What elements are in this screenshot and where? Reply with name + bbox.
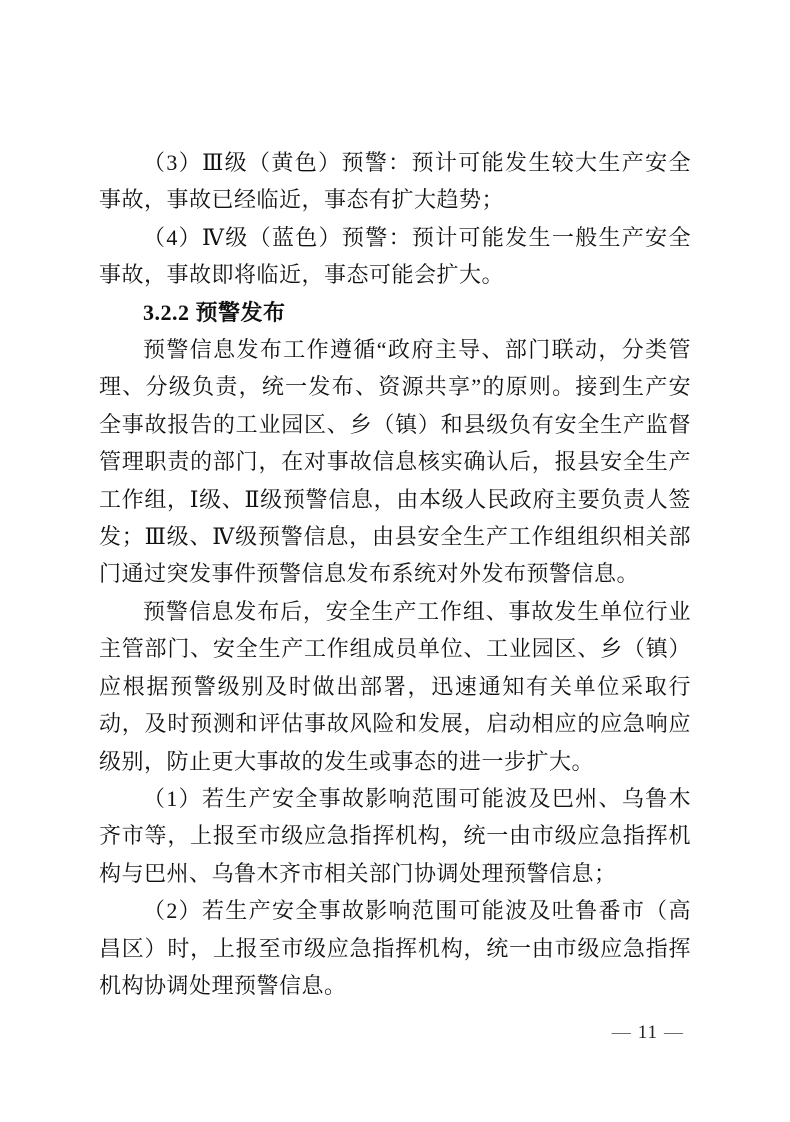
- footer-right-dash: —: [664, 1022, 684, 1043]
- paragraph-warning-level-4: （4）Ⅳ级（蓝色）预警：预计可能发生一般生产安全事故，事故即将临近，事态可能会扩大。: [99, 224, 691, 288]
- page-number: 11: [637, 1022, 658, 1043]
- paragraph-post-release-actions: 预警信息发布后，安全生产工作组、事故发生单位行业主管部门、安全生产工作组成员单位、工业园区、乡（镇）应根据预警级别及时做出部署，迅速通知有关单位采取行动，及时预测和评估事故风险和发展，启动相应的应急响应级别，防止更大事故的发生或事态的进一步扩大。: [99, 598, 691, 774]
- paragraph-warning-release-principles: 预警信息发布工作遵循“政府主导、部门联动，分类管理、分级负责，统一发布、资源共享”的原则。接到生产安全事故报告的工业园区、乡（镇）和县级负有安全生产监督管理职责的部门，在对事故信息核实确认后，报县安全生产工作组，Ⅰ级、Ⅱ级预警信息，由本级人民政府主要负责人签发；Ⅲ级、Ⅳ级预警信息，由县安全生产工作组组织相关部门通过突发事件预警信息发布系统对外发布预警信息。: [99, 337, 691, 587]
- page-footer: [606, 1022, 690, 1044]
- footer-left-dash: —: [611, 1022, 632, 1043]
- document-body: [99, 144, 691, 1004]
- paragraph-warning-level-3: （3）Ⅲ级（黄色）预警：预计可能发生较大生产安全事故，事故已经临近，事态有扩大趋势；: [99, 150, 691, 213]
- paragraph-scope-item-1: （1）若生产安全事故影响范围可能波及巴州、乌鲁木齐市等，上报至市级应急指挥机构，统一由市级应急指挥机构与巴州、乌鲁木齐市相关部门协调处理预警信息；: [99, 785, 691, 886]
- section-heading-3-2-2: 3.2.2 预警发布: [143, 299, 286, 325]
- paragraph-scope-item-2: （2）若生产安全事故影响范围可能波及吐鲁番市（高昌区）时，上报至市级应急指挥机构，统一由市级应急指挥机构协调处理预警信息。: [99, 898, 691, 998]
